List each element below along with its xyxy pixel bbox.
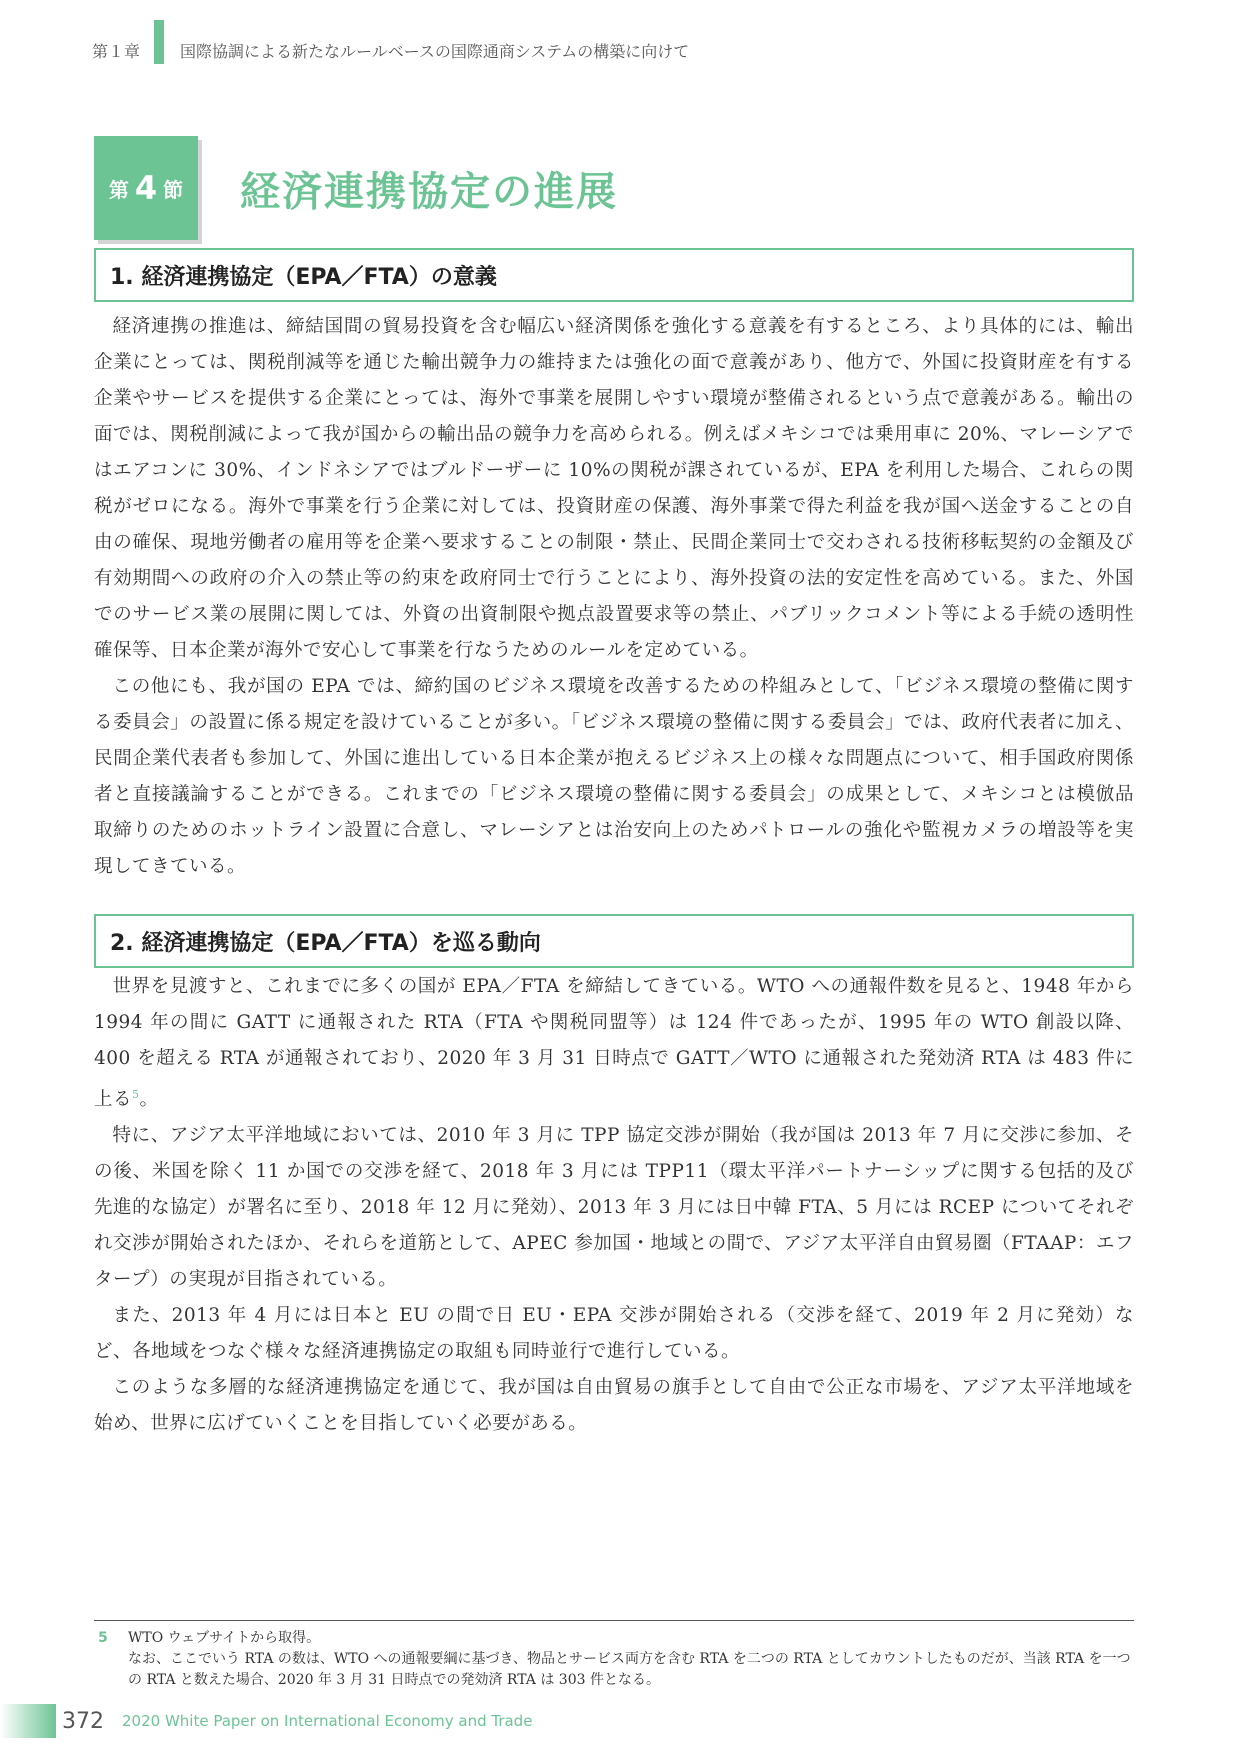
subsection-2-body bbox=[94, 969, 1134, 1442]
paragraph: この他にも、我が国の EPA では、締約国のビジネス環境を改善するための枠組みとして、「ビジネス環境の整備に関する委員会」の設置に係る規定を設けていることが多い。「ビジネス環境の整備に関する委員会」では、政府代表者に加え、民間企業代表者も参加して、外国に進出している日本企業が抱えるビジネス上の様々な問題点について、相手国政府関係者と直接議論することができる。これまでの「ビジネス環境の整備に関する委員会」の成果として、メキシコとは模倣品取締りのためのホットライン設置に合意し、マレーシアとは治安向上のためパトロールの強化や監視カメラの増設等を実現してきている。 bbox=[94, 676, 1134, 877]
paragraph: 特に、アジア太平洋地域においては、2010 年 3 月に TPP 協定交渉が開始（我が国は 2013 年 7 月に交渉に参加、その後、米国を除く 11 か国での交渉を経て、2018 年 3 月には TPP11（環太平洋パートナーシップに関する包括的及び先進的な協定）が署名に至り、2018 年 12 月に発効）、2013 年 3 月には日中韓 FTA、5 月には RCEP についてそれぞれ交渉が開始されたほか、それらを道筋として、APEC 参加国・地域との間で、アジア太平洋自由貿易圏（FTAAP：エフタープ）の実現が目指されている。 bbox=[94, 1125, 1134, 1291]
section-badge-suffix: 節 bbox=[163, 177, 184, 202]
footnote-line: なお、ここでいう RTA の数は、WTO への通報要綱に基づき、物品とサービス両方を含む RTA を二つの RTA としてカウントしたものだが、当該 RTA を一つの RTA と数えた場合、2020 年 3 月 31 日時点での発効済 RTA は 303 件となる。 bbox=[128, 1651, 1131, 1688]
footnote-ref[interactable]: 5 bbox=[132, 1088, 140, 1101]
footnote-line: WTO ウェブサイトから取得。 bbox=[128, 1630, 321, 1646]
paragraph bbox=[94, 969, 1134, 1118]
subsection-1-body bbox=[94, 309, 1134, 885]
footnote bbox=[94, 1628, 1134, 1691]
running-head bbox=[92, 28, 689, 72]
paragraph-text: 世界を見渡すと、これまでに多くの国が EPA／FTA を締結してきている。WTO への通報件数を見ると、1948 年から 1994 年の間に GATT に通報された RTA（FTA や関税同盟等）は 124 件であったが、1995 年の WTO 創設以降、400 を超える RTA が通報されており、2020 年 3 月 31 日時点で GATT／WTO に通報された発効済 RTA は 483 件に上る bbox=[94, 976, 1134, 1111]
section-title: 経済連携協定の進展 bbox=[240, 168, 618, 215]
chapter-title: 国際協調による新たなルールベースの国際通商システムの構築に向けて bbox=[180, 41, 690, 61]
paragraph-end: 。 bbox=[139, 1089, 159, 1111]
footnote-divider bbox=[94, 1620, 1134, 1621]
chapter-bar bbox=[154, 20, 164, 64]
subsection-2-heading: 2. 経済連携協定（EPA／FTA）を巡る動向 bbox=[94, 914, 1134, 968]
footer-tab bbox=[0, 1704, 56, 1738]
footnote-text bbox=[128, 1628, 1134, 1691]
footnote-number: 5 bbox=[98, 1630, 108, 1646]
paragraph: このような多層的な経済連携協定を通じて、我が国は自由貿易の旗手として自由で公正な市場を、アジア太平洋地域を始め、世界に広げていくことを目指していく必要がある。 bbox=[94, 1377, 1134, 1435]
section-badge-prefix: 第 bbox=[108, 177, 129, 202]
page-number: 372 bbox=[62, 1708, 104, 1734]
publication-title: 2020 White Paper on International Economy and Trade bbox=[122, 1712, 533, 1730]
section-badge-number: 4 bbox=[134, 169, 158, 207]
paragraph: 経済連携の推進は、締結国間の貿易投資を含む幅広い経済関係を強化する意義を有するところ、より具体的には、輸出企業にとっては、関税削減等を通じた輸出競争力の維持または強化の面で意義があり、他方で、外国に投資財産を有する企業やサービスを提供する企業にとっては、海外で事業を展開しやすい環境が整備されるという点で意義がある。輸出の面では、関税削減によって我が国からの輸出品の競争力を高められる。例えばメキシコでは乗用車に 20%、マレーシアではエアコンに 30%、インドネシアではブルドーザーに 10%の関税が課されているが、EPA を利用した場合、これらの関税がゼロになる。海外で事業を行う企業に対しては、投資財産の保護、海外事業で得た利益を我が国へ送金することの自由の確保、現地労働者の雇用等を企業へ要求することの制限・禁止、民間企業同士で交わされる技術移転契約の金額及び有効期間への政府の介入の禁止等の約束を政府同士で行うことにより、海外投資の法的安定性を高めている。また、外国でのサービス業の展開に関しては、外資の出資制限や拠点設置要求等の禁止、パブリックコメント等による手続の透明性確保等、日本企業が海外で安心して事業を行なうためのルールを定めている。 bbox=[94, 316, 1134, 661]
paragraph: また、2013 年 4 月には日本と EU の間で日 EU・EPA 交渉が開始される（交渉を経て、2019 年 2 月に発効）など、各地域をつなぐ様々な経済連携協定の取組も同時並行で進行している。 bbox=[94, 1305, 1134, 1363]
subsection-1-heading: 1. 経済連携協定（EPA／FTA）の意義 bbox=[94, 248, 1134, 302]
section-badge bbox=[94, 136, 198, 240]
page-footer bbox=[0, 1704, 1241, 1738]
chapter-label: 第１章 bbox=[92, 41, 141, 61]
